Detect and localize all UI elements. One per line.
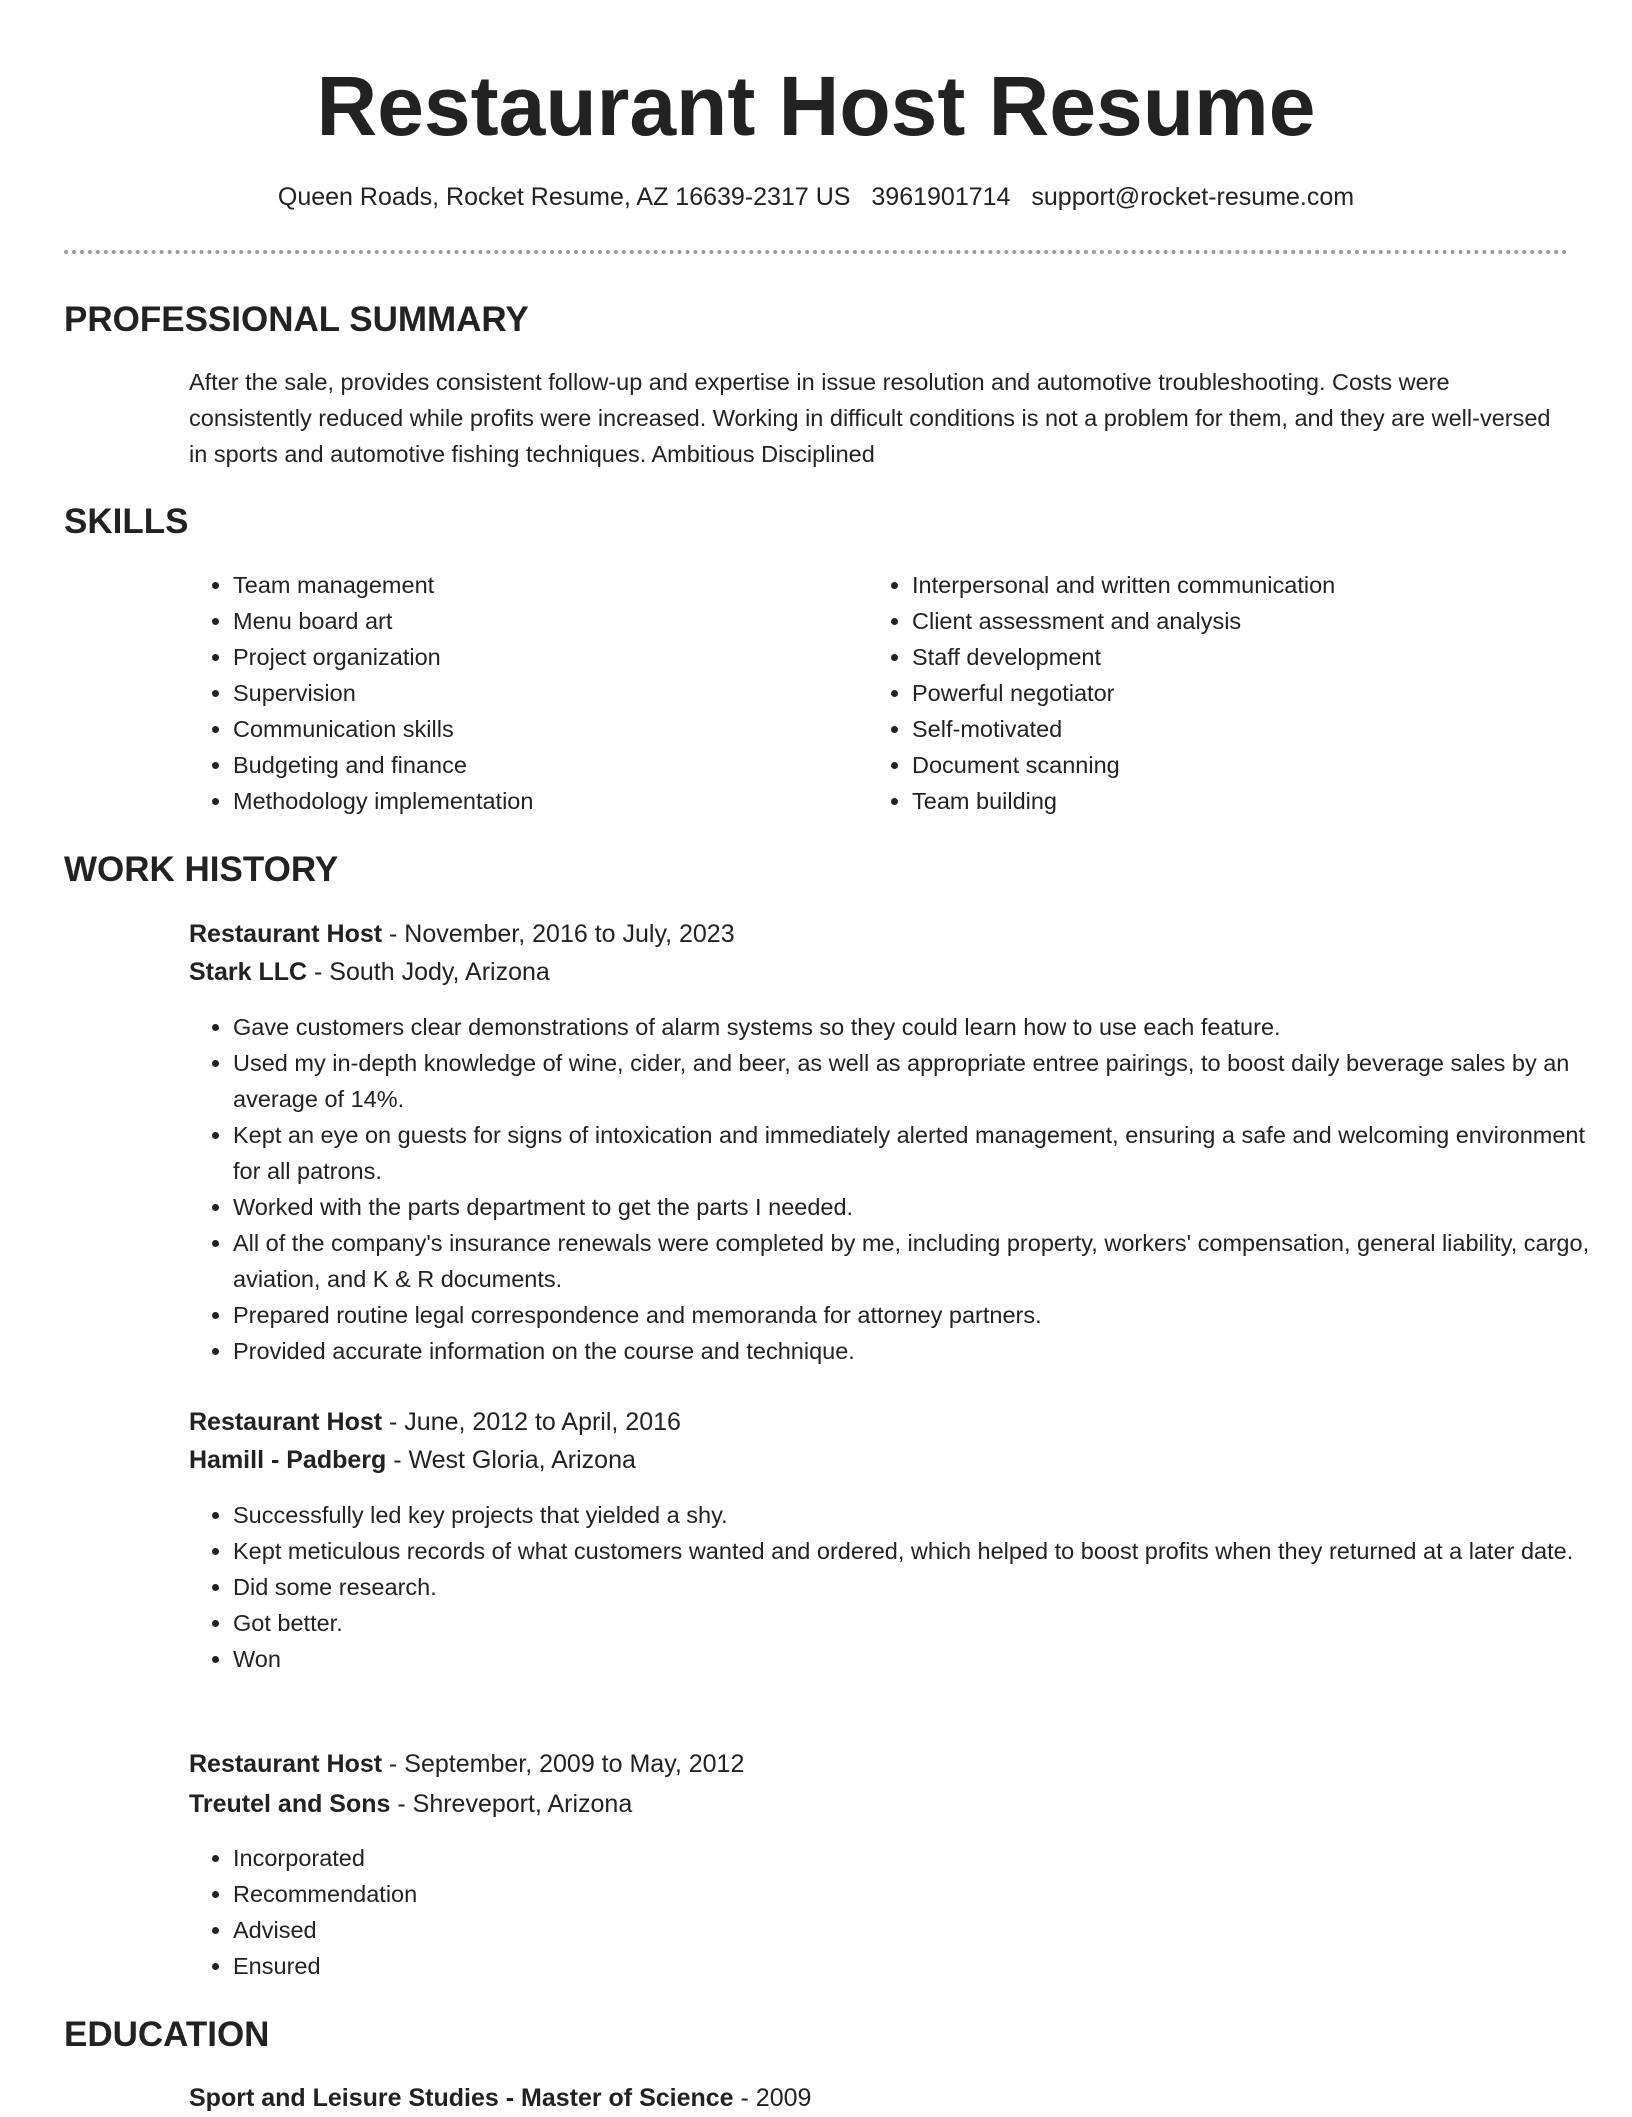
skill-item: • Project organization	[233, 639, 853, 675]
job-company: Hamill - Padberg	[189, 1446, 387, 1474]
job-bullet: • Recommendation	[233, 1876, 1613, 1912]
skills-list-left	[189, 567, 853, 819]
skills-heading: SKILLS	[64, 502, 189, 541]
work-heading: WORK HISTORY	[64, 850, 339, 889]
job-bullet: • Incorporated	[233, 1840, 1613, 1876]
job-company: Treutel and Sons	[189, 1790, 391, 1818]
job-bullet: • Used my in-depth knowledge of wine, cider, and beer, as well as appropriate entree pairings, to boost daily beverage sales by an average of 14%.	[233, 1045, 1613, 1117]
job-bullet: • Did some research.	[233, 1569, 1613, 1605]
job-bullets	[189, 1840, 1613, 1984]
skill-item: • Staff development	[912, 639, 1612, 675]
job-bullet: • Gave customers clear demonstrations of alarm systems so they could learn how to use each feature.	[233, 1009, 1613, 1045]
job-role: Restaurant Host	[189, 920, 383, 948]
skill-item: • Powerful negotiator	[912, 675, 1612, 711]
job-bullets	[189, 1497, 1613, 1677]
job-dates: - September, 2009 to May, 2012	[382, 1750, 745, 1778]
job-role: Restaurant Host	[189, 1750, 383, 1778]
job-dates: - November, 2016 to July, 2023	[382, 920, 735, 948]
skill-item: • Team management	[233, 567, 853, 603]
skill-item: • Self-motivated	[912, 711, 1612, 747]
job-bullet: • All of the company's insurance renewals were completed by me, including property, workers' compensation, general liability, cargo, aviation, and K & R documents.	[233, 1225, 1613, 1297]
job-title-line	[189, 1745, 744, 1783]
job-bullets	[189, 1009, 1613, 1369]
summary-text: After the sale, provides consistent follow-up and expertise in issue resolution and automotive troubleshooting. Costs were consistently reduced while profits were increased. Working in difficult conditions is not a problem for them, and they are well-versed in sports and automotive fishing techniques. Ambitious Disciplined	[189, 369, 1551, 467]
header-divider	[64, 250, 1568, 254]
skill-item: • Team building	[912, 783, 1612, 819]
contact-email: support@rocket-resume.com	[1031, 183, 1355, 211]
education-degree: Sport and Leisure Studies - Master of Science	[189, 2084, 734, 2112]
job-bullet: • Provided accurate information on the course and technique.	[233, 1333, 1613, 1369]
job-title-line	[189, 915, 735, 953]
skill-item: • Menu board art	[233, 603, 853, 639]
contact-phone: 3961901714	[871, 183, 1011, 211]
education-heading: EDUCATION	[64, 2015, 270, 2054]
job-location: - South Jody, Arizona	[307, 958, 550, 986]
job-title-line	[189, 1403, 681, 1441]
skills-list-right	[868, 567, 1612, 819]
job-bullet: • Got better.	[233, 1605, 1613, 1641]
job-company-line	[189, 953, 550, 991]
contact-address: Queen Roads, Rocket Resume, AZ 16639-2317 US	[277, 183, 851, 211]
job-company-line	[189, 1441, 636, 1479]
job-bullet: • Kept an eye on guests for signs of intoxication and immediately alerted management, ensuring a safe and welcoming environment for all patrons.	[233, 1117, 1613, 1189]
job-company-line	[189, 1785, 632, 1823]
skill-item: • Client assessment and analysis	[912, 603, 1612, 639]
job-dates: - June, 2012 to April, 2016	[382, 1408, 681, 1436]
job-location: - West Gloria, Arizona	[386, 1446, 636, 1474]
skill-item: • Document scanning	[912, 747, 1612, 783]
job-role: Restaurant Host	[189, 1408, 383, 1436]
job-bullet: • Successfully led key projects that yielded a shy.	[233, 1497, 1613, 1533]
summary-heading: PROFESSIONAL SUMMARY	[64, 300, 529, 339]
skill-item: • Budgeting and finance	[233, 747, 853, 783]
skill-item: • Supervision	[233, 675, 853, 711]
job-bullet: • Worked with the parts department to get the parts I needed.	[233, 1189, 1613, 1225]
resume-title: Restaurant Host Resume	[316, 59, 1316, 153]
job-bullet: • Won	[233, 1641, 1613, 1677]
job-bullet: • Kept meticulous records of what customers wanted and ordered, which helped to boost profits when they returned at a later date.	[233, 1533, 1613, 1569]
education-year: - 2009	[733, 2084, 812, 2112]
skill-item: • Interpersonal and written communication	[912, 567, 1612, 603]
contact-line	[0, 180, 1632, 214]
job-location: - Shreveport, Arizona	[390, 1790, 633, 1818]
skill-item: • Methodology implementation	[233, 783, 853, 819]
skill-item: • Communication skills	[233, 711, 853, 747]
job-bullet: • Advised	[233, 1912, 1613, 1948]
job-company: Stark LLC	[189, 958, 308, 986]
job-bullet: • Ensured	[233, 1948, 1613, 1984]
job-bullet: • Prepared routine legal correspondence and memoranda for attorney partners.	[233, 1297, 1613, 1333]
education-line	[189, 2079, 811, 2117]
